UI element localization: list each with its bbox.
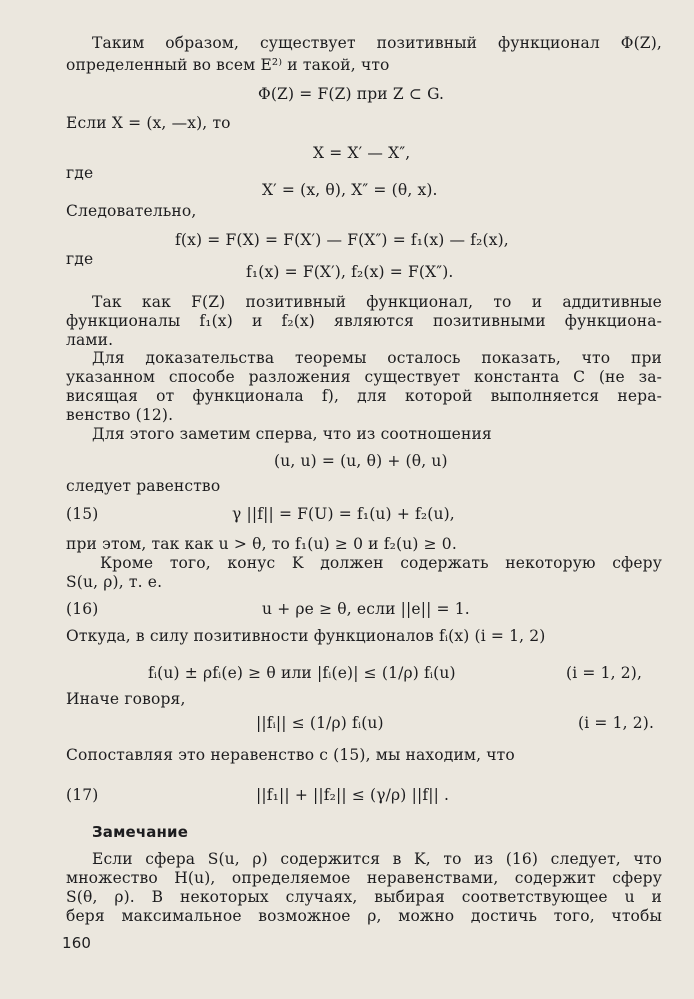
text-line: Для этого заметим сперва, что из соотношения [92, 425, 492, 443]
text-line: Так как F(Z) позитивный функционал, то и аддитивные [92, 293, 662, 311]
text-line: Для доказательства теоремы осталось показать, что при [92, 349, 662, 367]
text-line: лами. [66, 331, 114, 349]
equation: X = X′ — X″, [313, 144, 411, 162]
text-line: Если сфера S(u, ρ) содержится в K, то из (16) следует, что [92, 850, 662, 868]
equation-index: (i = 1, 2). [578, 714, 655, 732]
equation: Φ(Z) = F(Z) при Z ⊂ G. [258, 85, 445, 103]
equation: γ ||f|| = F(U) = f₁(u) + f₂(u), [232, 505, 455, 523]
equation: X′ = (x, θ), X″ = (θ, x). [262, 181, 438, 199]
equation-number: (15) [66, 505, 99, 523]
text-line: Если X = (x, —x), то [66, 114, 231, 132]
equation: f(x) = F(X) = F(X′) — F(X″) = f₁(x) — f₂(x), [175, 231, 509, 249]
equation: f₁(x) = F(X′), f₂(x) = F(X″). [246, 263, 454, 281]
equation-index: (i = 1, 2), [566, 664, 643, 682]
equation: (u, u) = (u, θ) + (θ, u) [274, 452, 448, 470]
equation: u + ρe ≥ θ, если ||e|| = 1. [262, 600, 470, 618]
text-line: где [66, 164, 94, 182]
text-line: беря максимальное возможное ρ, можно достичь того, чтобы [66, 907, 662, 925]
section-heading: Замечание [92, 823, 189, 841]
text-line: Сопоставляя это неравенство с (15), мы находим, что [66, 746, 515, 764]
text-line: где [66, 250, 94, 268]
equation: fᵢ(u) ± ρfᵢ(e) ≥ θ или |fᵢ(e)| ≤ (1/ρ) fᵢ(u) [148, 664, 456, 682]
text-line: множество H(u), определяемое неравенствами, содержит сферу [66, 869, 662, 887]
text-line: следует равенство [66, 477, 221, 495]
text-line: при этом, так как u > θ, то f₁(u) ≥ 0 и f₂(u) ≥ 0. [66, 535, 457, 553]
text-line: Откуда, в силу позитивности функционалов fᵢ(x) (i = 1, 2) [66, 627, 546, 645]
equation-number: (17) [66, 786, 99, 804]
text-line: Кроме того, конус K должен содержать некоторую сферу [100, 554, 662, 572]
text-line: S(u, ρ), т. е. [66, 573, 163, 591]
equation: ||fᵢ|| ≤ (1/ρ) fᵢ(u) [256, 714, 384, 732]
text-line: висящая от функционала f), для которой выполняется нера- [66, 387, 662, 405]
equation-number: (16) [66, 600, 99, 618]
text-line: определенный во всем E²⁾ и такой, что [66, 56, 390, 74]
text-line: функционалы f₁(x) и f₂(x) являются позитивными функциона- [66, 312, 662, 330]
text-line: S(θ, ρ). В некоторых случаях, выбирая соответствующее u и [66, 888, 662, 906]
text-line: Следовательно, [66, 202, 197, 220]
equation: ||f₁|| + ||f₂|| ≤ (γ/ρ) ||f|| . [256, 786, 450, 804]
text-line: венство (12). [66, 406, 174, 424]
page-number: 160 [62, 934, 92, 952]
text-line: Таким образом, существует позитивный функционал Φ(Z), [92, 34, 662, 52]
text-line: Иначе говоря, [66, 690, 186, 708]
text-line: указанном способе разложения существует константа C (не за- [66, 368, 662, 386]
